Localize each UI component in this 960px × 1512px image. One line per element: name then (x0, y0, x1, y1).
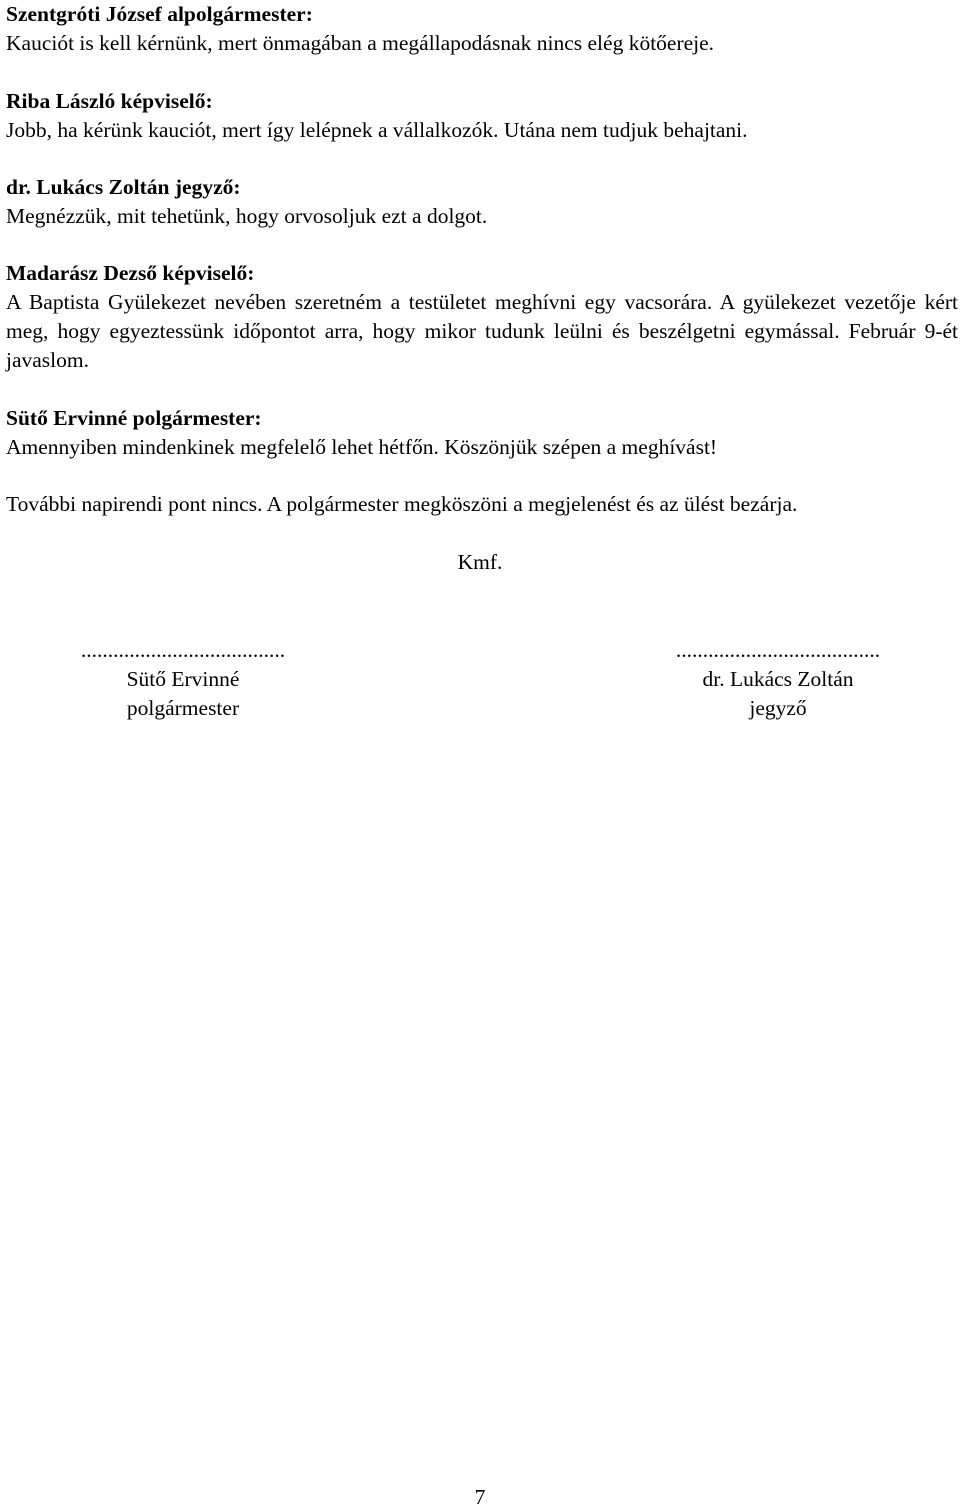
signature-name: Sütő Ervinné (126, 667, 240, 691)
speech-text: A Baptista Gyülekezet nevében szeretném a testületet meghívni egy vacsorára. A gyülekezet vezetője kért meg, hogy egyeztessünk időpontot arra, hogy mikor tudunk leülni és beszélgetni egymással. Február 9-ét javaslom. (6, 290, 958, 372)
signature-role: jegyző (749, 696, 807, 720)
speaker-name: dr. Lukács Zoltán jegyző: (6, 175, 241, 199)
signature-mayor (78, 636, 288, 723)
kmf-label: Kmf. (457, 550, 503, 574)
signature-name: dr. Lukács Zoltán (702, 667, 854, 691)
speaker-name: Riba László képviselő: (6, 89, 213, 113)
speaker-name: Szentgróti József alpolgármester: (6, 2, 313, 26)
closing-statement: További napirendi pont nincs. A polgármester megköszöni a megjelenést és az ülést bezárja. (6, 492, 798, 516)
signature-line: ...................................... (80, 638, 286, 662)
signature-notary (668, 636, 888, 723)
speech-text: Megnézzük, mit tehetünk, hogy orvosoljuk ezt a dolgot. (6, 204, 488, 228)
entry-riba (6, 87, 958, 145)
entry-szentgroti (6, 0, 958, 58)
speech-text: Jobb, ha kérünk kauciót, mert így lelépnek a vállalkozók. Utána nem tudjuk behajtani. (6, 118, 748, 142)
entry-suto (6, 404, 958, 462)
speaker-name: Madarász Dezső képviselő: (6, 261, 255, 285)
signature-line: ...................................... (675, 638, 881, 662)
signature-role: polgármester (126, 696, 240, 720)
entry-lukacs (6, 173, 958, 231)
speech-text: Kauciót is kell kérnünk, mert önmagában a megállapodásnak nincs elég kötőereje. (6, 31, 715, 55)
page-number: 7 (474, 1485, 486, 1509)
speaker-name: Sütő Ervinné polgármester: (6, 406, 262, 430)
entry-madarasz (6, 259, 958, 375)
speech-text: Amennyiben mindenkinek megfelelő lehet hétfőn. Köszönjük szépen a meghívást! (6, 435, 718, 459)
